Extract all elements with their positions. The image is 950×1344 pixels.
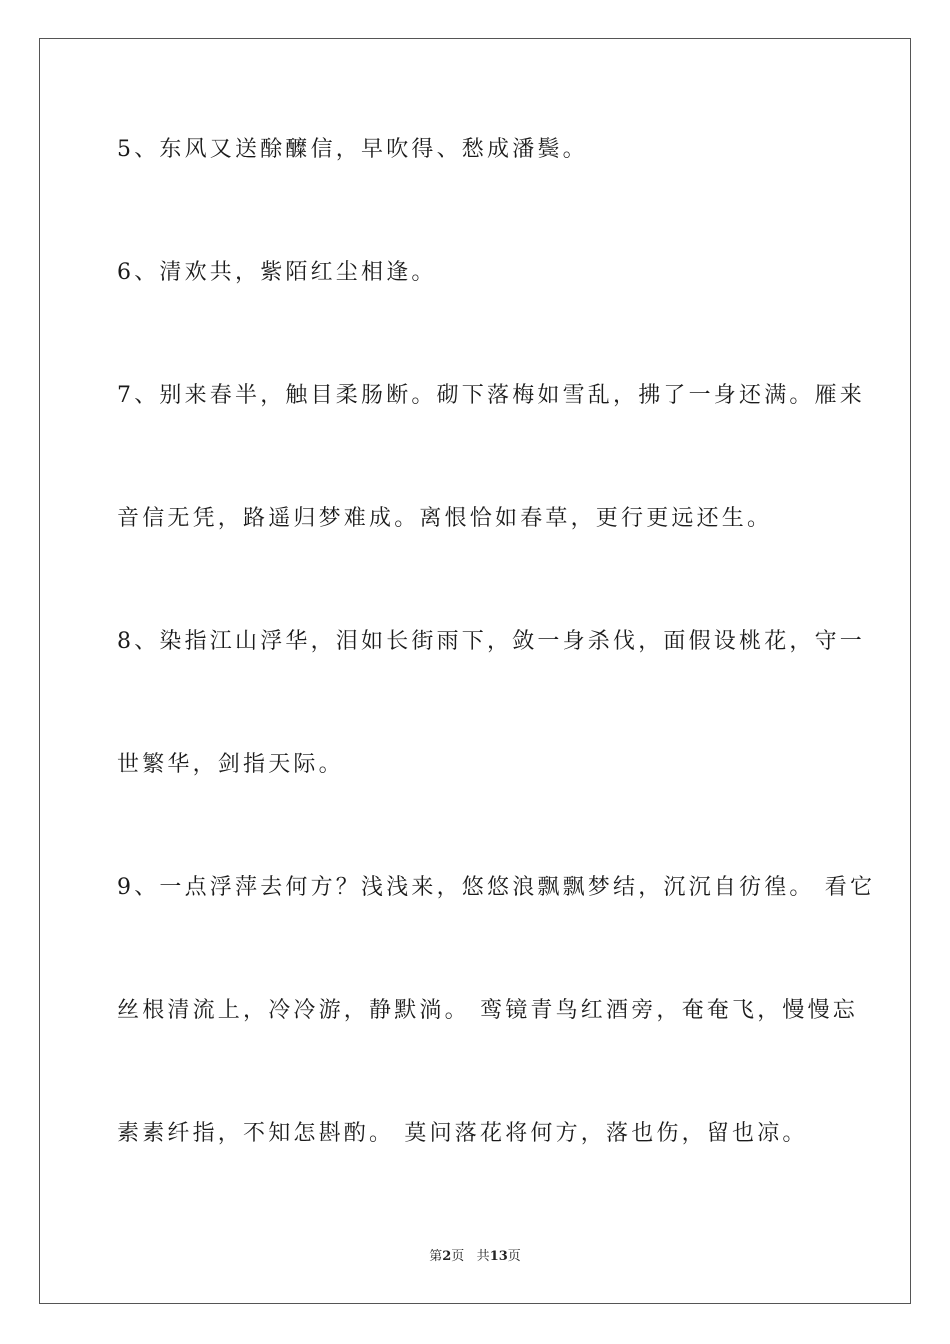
text-line-2: 6、清欢共，紫陌红尘相逢。 — [117, 260, 437, 285]
footer-prefix: 第 — [429, 1249, 443, 1264]
footer-total-prefix: 共 — [476, 1249, 490, 1264]
text-line-9: 素素纤指，不知怎斟酌。 莫问落花将何方，落也伤，留也凉。 — [117, 1121, 808, 1146]
text-line-4: 音信无凭，路遥归梦难成。离恨恰如春草，更行更远还生。 — [117, 506, 773, 531]
text-line-5: 8、染指江山浮华，泪如长街雨下，敛一身杀伐，面假设桃花，守一 — [117, 629, 865, 654]
footer-total-pages: 13 — [489, 1249, 508, 1264]
text-line-8: 丝根清流上，冷冷游，静默淌。 鸾镜青鸟红酒旁，奄奄飞，慢慢忘 — [117, 998, 858, 1023]
footer-page-number: 2 — [442, 1249, 452, 1264]
page-frame — [39, 38, 911, 1304]
footer-total-suffix: 页 — [507, 1249, 521, 1264]
footer-page-suffix: 页 — [451, 1249, 465, 1264]
page-footer — [0, 1248, 950, 1266]
text-line-1: 5、东风又送酴醾信，早吹得、愁成潘鬓。 — [117, 137, 588, 162]
text-line-7: 9、一点浮萍去何方？浅浅来，悠悠浪飘飘梦结，沉沉自彷徨。 看它 — [117, 875, 876, 900]
text-line-6: 世繁华，剑指天际。 — [117, 752, 344, 777]
text-line-3: 7、别来春半，触目柔肠断。砌下落梅如雪乱，拂了一身还满。雁来 — [117, 383, 865, 408]
